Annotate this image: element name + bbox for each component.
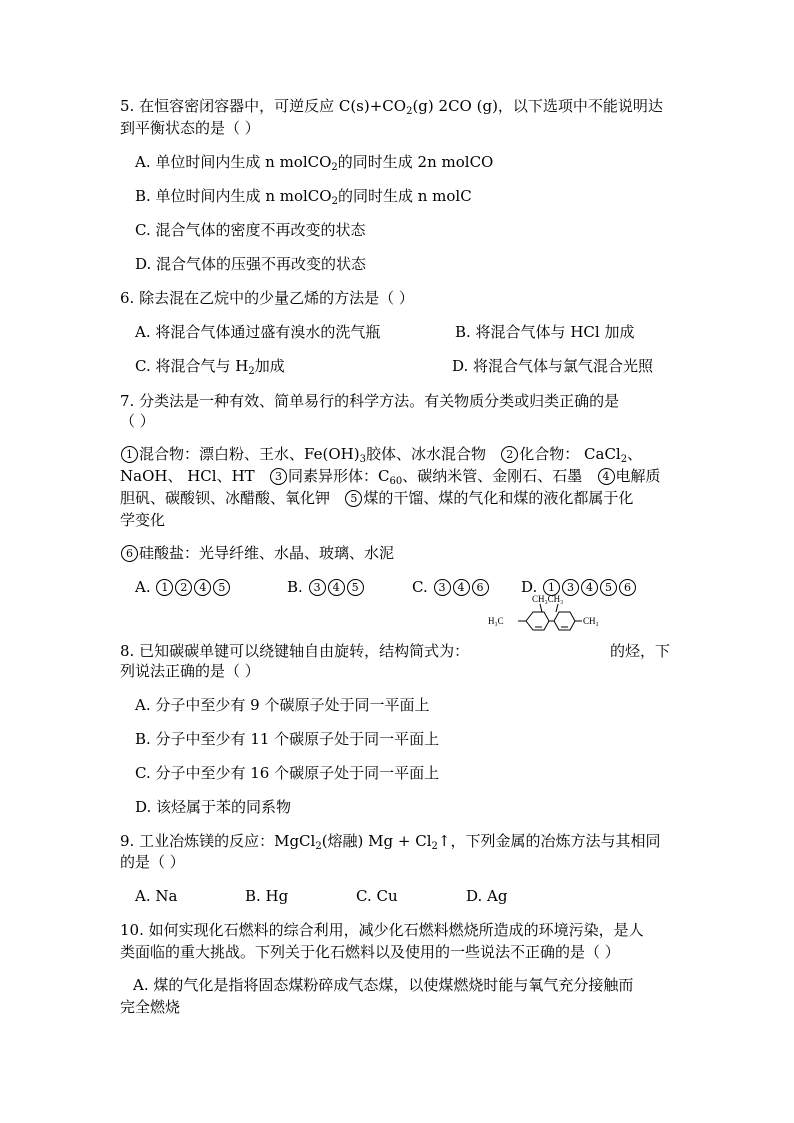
mol-label-left: H₃C: [488, 616, 504, 626]
q9-option-a: A. Na: [135, 887, 178, 905]
circled-number: 1: [121, 446, 138, 463]
mol-bond-left-methyl: [540, 604, 542, 612]
circled-number: 5: [345, 490, 362, 507]
molecule-structure: [488, 590, 608, 640]
q6-stem: 6. 除去混在乙烷中的少量乙烯的方法是（ ）: [120, 289, 414, 307]
circled-number: 2: [501, 446, 518, 463]
q8-option-c: C. 分子中至少有 16 个碳原子处于同一平面上: [135, 764, 440, 782]
circled-number: 6: [121, 545, 138, 562]
q7-stem-cont: （ ）: [120, 412, 155, 430]
circled-number: 4: [598, 468, 615, 485]
q7-option-d: D. 1 3 4 5 6: [521, 577, 637, 597]
mol-label-right: CH₃: [583, 616, 599, 626]
q7-option-c: C. 3 4 6: [412, 577, 490, 597]
q9-option-d: D. Ag: [466, 887, 508, 905]
q9-stem: 9. 工业冶炼镁的反应：MgCl$_2$(熔融) $Mg + Cl_2↑$，下列金属的冶炼方法与其相同: [120, 832, 661, 852]
q5-option-c: C. 混合气体的密度不再改变的状态: [135, 221, 366, 239]
q5-option-b: B. 单位时间内生成 n molCO$_2$的同时生成 n molC: [135, 187, 472, 207]
q8-stem-tail: 的烃，下: [610, 642, 671, 660]
q7-line-1: 1 混合物：漂白粉、王水、$Fe(OH)_3$胶体、冰水混合物 2 化合物： CaCl$_2$、: [120, 444, 642, 464]
q7-stem: 7. 分类法是一种有效、简单易行的科学方法。有关物质分类或归类正确的是: [120, 392, 620, 410]
q10-stem: 10. 如何实现化石燃料的综合利用，减少化石燃料燃烧所造成的环境污染，是人: [120, 921, 644, 939]
q10-option-a-cont: 完全燃烧: [120, 998, 181, 1016]
q7-line-3: 胆矾、碳酸钡、冰醋酸、氧化钾 5 煤的干馏、煤的气化和煤的液化都属于化: [120, 489, 634, 507]
q7-line-5: 6 硅酸盐：光导纤维、水晶、玻璃、水泥: [120, 543, 394, 563]
q6-option-d: D. 将混合气体与氯气混合光照: [452, 357, 654, 375]
circled-number: 3: [270, 468, 287, 485]
q7-option-a: A. 1 2 4 5: [135, 577, 231, 597]
q5-option-d: D. 混合气体的压强不再改变的状态: [135, 255, 367, 273]
q8-stem: 8. 已知碳碳单键可以绕键轴自由旋转，结构简式为：: [120, 642, 470, 660]
q8-option-b: B. 分子中至少有 11 个碳原子处于同一平面上: [135, 730, 440, 748]
q5-stem-cont: 到平衡状态的是（ ）: [120, 119, 260, 137]
mol-bond-right-methyl: [556, 604, 558, 612]
mol-label-top: CH₃CH₃: [532, 594, 564, 604]
q8-option-a: A. 分子中至少有 9 个碳原子处于同一平面上: [135, 696, 430, 714]
q5-stem: 5. 在恒容密闭容器中，可逆反应 $C(s)+CO_2(g)$ 2CO (g)，以下选项中不能说明达: [120, 97, 663, 117]
q6-option-b: B. 将混合气体与 HCl 加成: [455, 323, 635, 341]
q8-option-d: D. 该烃属于苯的同系物: [135, 798, 292, 816]
q8-stem-cont: 列说法正确的是（ ）: [120, 662, 260, 680]
q9-option-c: C. Cu: [356, 887, 398, 905]
q7-line-2: NaOH、 HCl、HT 3 同素异形体：$C_{60}$、碳纳米管、金刚石、石墨 4 电解质: [120, 467, 661, 487]
q7-option-b: B. 3 4 5: [287, 577, 365, 597]
q9-option-b: B. Hg: [245, 887, 289, 905]
q6-option-a: A. 将混合气体通过盛有溴水的洗气瓶: [135, 323, 381, 341]
q5-option-a: A. 单位时间内生成 n molCO$_2$的同时生成 2n molCO: [135, 153, 494, 173]
q9-stem-cont: 的是（ ）: [120, 853, 185, 871]
q7-line-4: 学变化: [120, 511, 166, 529]
q10-stem-cont: 类面临的重大挑战。下列关于化石燃料以及使用的一些说法不正确的是（ ）: [120, 943, 620, 961]
q6-option-c: C. 将混合气与 $H_2$加成: [135, 357, 285, 377]
q10-option-a: A. 煤的气化是指将固态煤粉碎成气态煤，以使煤燃烧时能与氧气充分接触而: [133, 976, 634, 994]
